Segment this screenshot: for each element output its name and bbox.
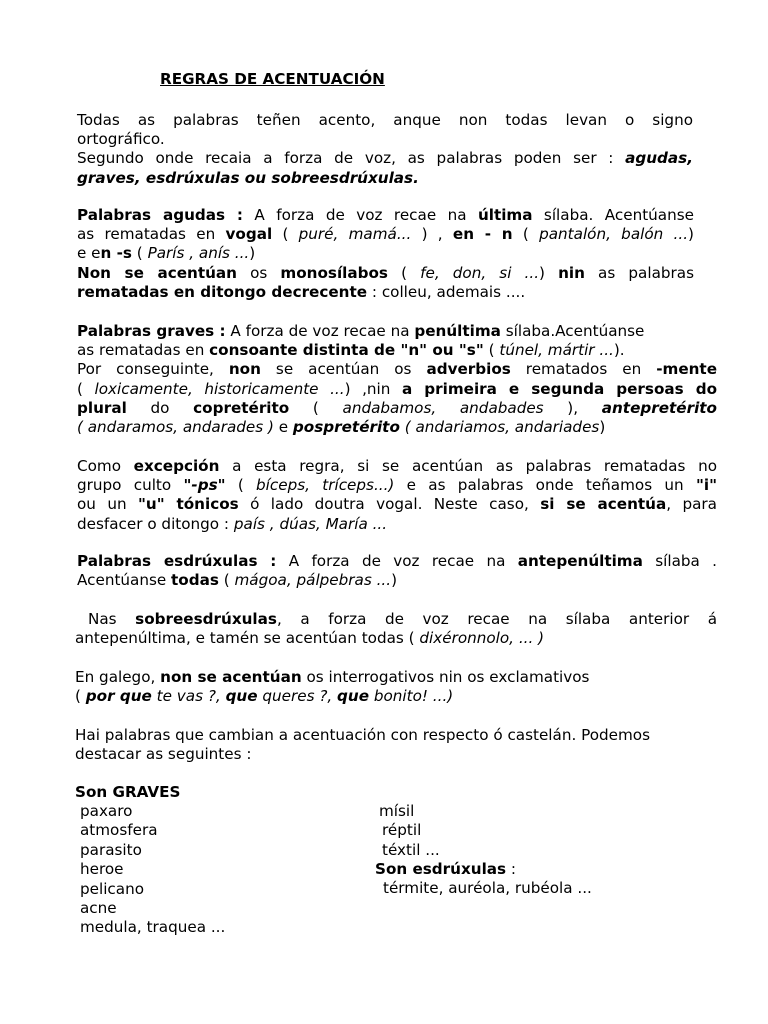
castelan-line-1: Hai palabras que cambian a acentuación con respecto ó castelán. Podemos	[75, 726, 651, 744]
graves-line-3: Por conseguinte, non se acentúan os adverbios rematados en -mente	[77, 360, 717, 379]
esdruxulas-words: térmite, auréola, rubéola ...	[383, 879, 592, 898]
intro-line-1: Todas as palabras teñen acento, anque non todas levan o signo	[77, 111, 693, 129]
intro-line-4: graves, esdrúxulas ou sobreesdrúxulas.	[77, 168, 419, 187]
agudas-line-4: Non se acentúan os monosílabos ( fe, don, si ...) nin as palabras	[77, 263, 694, 282]
excepcion-line-4: desfacer o ditongo : país , dúas, María ...	[77, 514, 388, 533]
sobre-line-1: Nas sobreesdrúxulas, a forza de voz recae na sílaba anterior á	[88, 610, 717, 628]
graves-paragraph	[77, 322, 717, 437]
graves-line-4: ( loxicamente, historicamente ...) ,nin a primeira e segunda persoas do	[77, 379, 717, 398]
excepcion-paragraph	[77, 457, 717, 534]
sobreesdruxulas-paragraph-line1	[88, 610, 717, 629]
list-item: pelicano	[80, 879, 144, 898]
list-item: réptil	[382, 821, 422, 840]
agudas-line-5: rematadas en ditongo decrecente : colleu, ademais ....	[77, 282, 526, 301]
sobre-line-2: antepenúltima, e tamén se acentúan todas ( dixéronnolo, ... )	[75, 629, 545, 647]
graves-word-list	[80, 802, 225, 938]
excepcion-line-1: Como excepción a esta regra, si se acentúan as palabras rematadas no	[77, 457, 717, 475]
list-item: atmosfera	[80, 821, 158, 840]
graves-line-1: Palabras graves : A forza de voz recae na penúltima sílaba.Acentúanse	[77, 322, 645, 340]
graves-line-6: ( andaramos, andarades ) e pospretérito ( andariamos, andariades)	[77, 418, 606, 437]
excepcion-line-2: grupo culto "-ps" ( bíceps, tríceps...) e as palabras onde teñamos un "i"	[77, 476, 717, 495]
list-item: acne	[80, 899, 117, 918]
graves-line-2: as rematadas en consoante distinta de "n" ou "s" ( túnel, mártir ...).	[77, 341, 625, 360]
son-graves-heading: Son GRAVES	[75, 783, 181, 801]
graves-word-list-right	[379, 802, 440, 860]
list-item: téxtil ...	[382, 840, 440, 859]
esdruxulas-line-2: Acentúanse todas ( mágoa, pálpebras ...)	[77, 571, 397, 590]
castelan-paragraph	[75, 726, 717, 764]
page-title: REGRAS DE ACENTUACIÓN	[160, 70, 385, 88]
intro-paragraph	[77, 111, 693, 188]
excepcion-line-3: ou un "u" tónicos ó lado doutra vogal. Neste caso, si se acentúa, para	[77, 495, 717, 514]
list-item: heroe	[80, 860, 124, 879]
list-item: parasito	[80, 840, 142, 859]
esdruxulas-paragraph	[77, 552, 717, 590]
graves-line-5: plural do copretérito ( andabamos, andabades ), antepretérito	[77, 398, 717, 417]
intro-line-3: Segundo onde recaia a forza de voz, as palabras poden ser : agudas,	[77, 149, 693, 168]
agudas-line-3: e en -s ( París , anís ...)	[77, 244, 256, 263]
sobreesdruxulas-paragraph-line2	[75, 629, 717, 648]
castelan-line-2: destacar as seguintes :	[75, 745, 252, 764]
esdruxulas-line-1: Palabras esdrúxulas : A forza de voz recae na antepenúltima sílaba .	[77, 552, 717, 570]
list-item: mísil	[379, 802, 415, 820]
son-esdruxulas-heading: Son esdrúxulas :	[375, 860, 517, 878]
list-item: medula, traquea ...	[80, 918, 226, 937]
son-esdruxulas-section	[375, 860, 592, 899]
galego-line-2: ( por que te vas ?, que queres ?, que bonito! ...)	[75, 687, 454, 706]
intro-line-2: ortográfico.	[77, 130, 165, 149]
agudas-line-2: as rematadas en vogal ( puré, mamá... ) , en - n ( pantalón, balón ...)	[77, 225, 694, 244]
galego-line-1: En galego, non se acentúan os interrogativos nin os exclamativos	[75, 668, 590, 686]
agudas-line-1: Palabras agudas : A forza de voz recae na última sílaba. Acentúanse	[77, 206, 694, 224]
galego-paragraph	[75, 668, 717, 706]
list-item: paxaro	[80, 802, 133, 820]
agudas-paragraph	[77, 206, 694, 302]
